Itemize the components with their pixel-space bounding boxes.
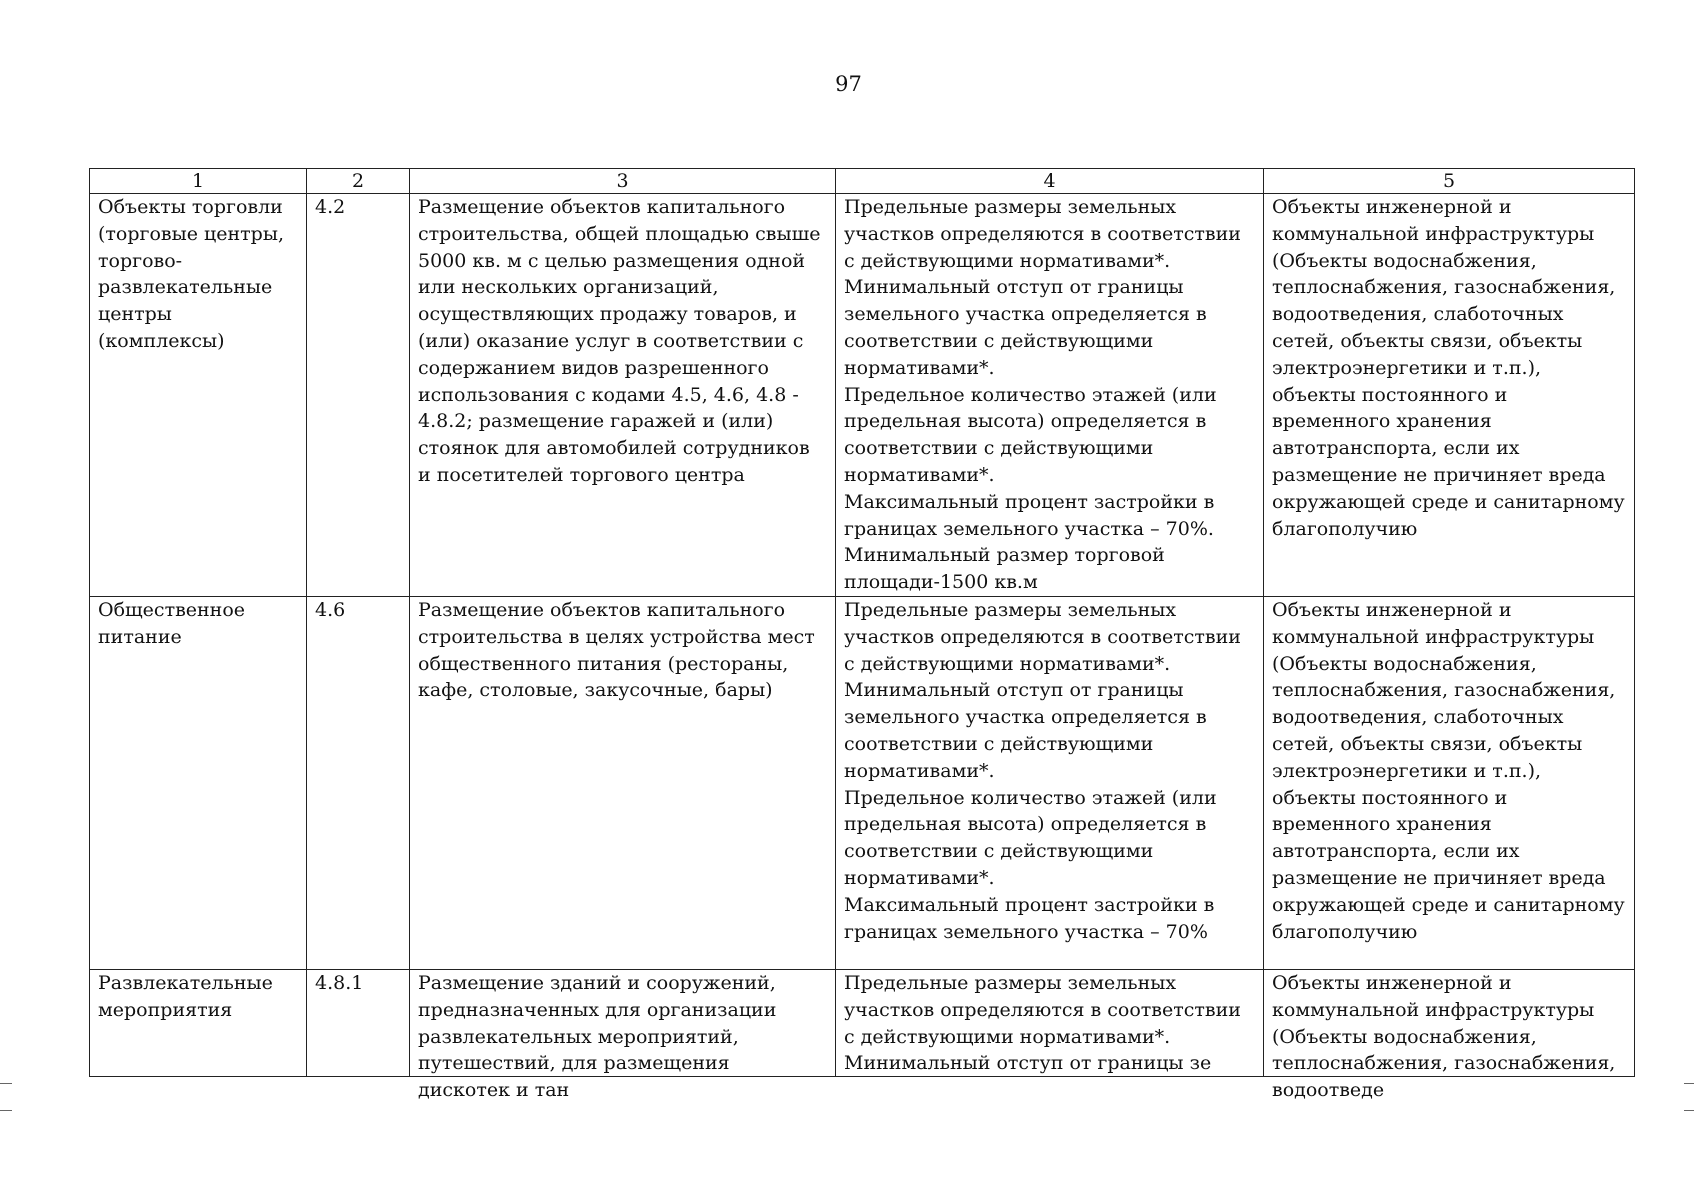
- auxiliary-uses-cell: Объекты инженерной и коммунальной инфраструктуры (Объекты водоснабжения, теплоснабжения, газоснабжения, водоотведения, слаботочных сетей, объекты связи, объекты электроэнергетики и т.п.), объекты постоянного и временного хранения автотранспорта, если их размещение не причиняет вреда окружающей среде и санитарному благополучию: [1264, 194, 1635, 597]
- scan-edge-mark: [1684, 1110, 1694, 1111]
- page-number: 97: [835, 72, 862, 96]
- column-header: 2: [307, 169, 410, 194]
- use-description-cell: [410, 969, 836, 1102]
- table-row: [90, 969, 1635, 1076]
- scan-edge-mark: [0, 1110, 12, 1111]
- parameter-line: Минимальный отступ от границы земельного участка определяется в соответствии с действующими нормативами*.: [844, 679, 1207, 782]
- use-description-cell: Размещение объектов капитального строительства, общей площадью свыше 5000 кв. м с целью размещения одной или нескольких организаций, осуществляющих продажу товаров, и (или) оказание услуг в соответствии с содержанием видов разрешенного использования с кодами 4.5, 4.6, 4.8 - 4.8.2; размещение гаражей и (или) стоянок для автомобилей сотрудников и посетителей торгового центра: [410, 194, 836, 597]
- use-code-cell: 4.6: [307, 596, 410, 969]
- table-row: [90, 194, 1635, 597]
- use-name-cell: Объекты торговли (торговые центры, торгово-развлекательные центры (комплексы): [90, 194, 307, 597]
- parameter-line: Предельное количество этажей (или предельная высота) определяется в соответствии с действующими нормативами*.: [844, 383, 1217, 486]
- parameter-line: Предельные размеры земельных участков определяются в соответствии с действующими нормативами*.: [844, 971, 1241, 1048]
- cell-text: [844, 970, 1255, 1076]
- use-name-cell: [90, 969, 307, 1076]
- use-code-cell: [307, 969, 410, 1076]
- column-header: 3: [410, 169, 836, 194]
- parameter-line: Предельное количество этажей (или предельная высота) определяется в соответствии с действующими нормативами*.: [844, 786, 1217, 889]
- column-header: 1: [90, 169, 307, 194]
- table-header-row: [90, 169, 1635, 194]
- auxiliary-uses-cell: Объекты инженерной и коммунальной инфраструктуры (Объекты водоснабжения, теплоснабжения, газоснабжения, водоотведения, слаботочных сетей, объекты связи, объекты электроэнергетики и т.п.), объекты постоянного и временного хранения автотранспорта, если их размещение не причиняет вреда окружающей среде и санитарному благополучию: [1264, 596, 1635, 969]
- scan-edge-mark: [0, 1083, 12, 1084]
- use-code-cell: 4.2: [307, 194, 410, 597]
- auxiliary-uses-cell: [1264, 969, 1635, 1102]
- parameter-line: Предельные размеры земельных участков определяются в соответствии с действующими нормативами*.: [844, 598, 1241, 675]
- column-header: 4: [836, 169, 1264, 194]
- cell-text: 4.8.1: [315, 971, 364, 994]
- parameters-cell: [836, 969, 1264, 1076]
- regulations-table: [89, 168, 1635, 1102]
- use-name-cell: Общественное питание: [90, 596, 307, 969]
- table-row: [90, 596, 1635, 969]
- parameter-line: Максимальный процент застройки в границах земельного участка – 70%.: [844, 490, 1215, 540]
- cell-text: Объекты инженерной и коммунальной инфраструктуры (Объекты водоснабжения, теплоснабжения, газоснабжения, водоотведе: [1272, 971, 1616, 1102]
- parameter-line: Предельные размеры земельных участков определяются в соответствии с действующими нормативами*.: [844, 196, 1241, 272]
- parameters-cell: [836, 596, 1264, 969]
- parameter-line: Минимальный размер торговой площади-1500 кв.м: [844, 544, 1165, 594]
- parameters-cell: [836, 194, 1264, 597]
- cell-text: Развлекательные мероприятия: [98, 971, 273, 1021]
- use-description-cell: Размещение объектов капитального строительства в целях устройства мест общественного питания (рестораны, кафе, столовые, закусочные, бары): [410, 596, 836, 969]
- parameter-line: Минимальный отступ от границы зе: [844, 1052, 1212, 1075]
- cell-text: Размещение зданий и сооружений, предназначенных для организации развлекательных мероприятий, путешествий, для размещения дискотек и тан: [418, 971, 777, 1102]
- scan-edge-mark: [1684, 1083, 1694, 1084]
- column-header: 5: [1264, 169, 1635, 194]
- parameter-line: Максимальный процент застройки в границах земельного участка – 70%: [844, 893, 1215, 943]
- parameter-line: Минимальный отступ от границы земельного участка определяется в соответствии с действующими нормативами*.: [844, 276, 1207, 379]
